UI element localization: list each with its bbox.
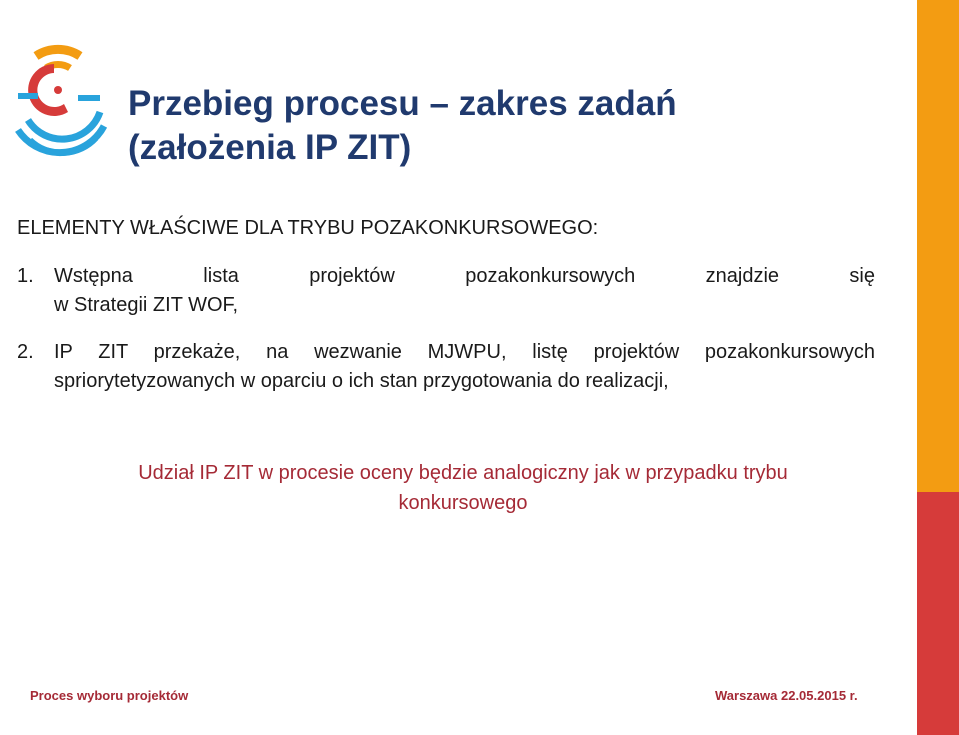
section-heading: ELEMENTY WŁAŚCIWE DLA TRYBU POZAKONKURSOWEGO: — [17, 217, 599, 239]
list-item-number: 2. — [17, 341, 34, 363]
list-item — [17, 338, 875, 396]
footer-title: Proces wyboru projektów — [30, 688, 189, 703]
list-item-text — [54, 262, 875, 320]
list-item-line: spriorytetyzowanych w oparciu o ich stan przygotowania do realizacji, — [54, 370, 669, 392]
highlight-note — [30, 458, 896, 518]
list-item — [17, 262, 875, 320]
title-line-2: (założenia IP ZIT) — [128, 128, 412, 167]
side-accent-bar-red — [917, 492, 959, 735]
note-line-2: konkursowego — [398, 492, 528, 514]
list-item-line: w Strategii ZIT WOF, — [54, 294, 239, 316]
list-item-number: 1. — [17, 265, 34, 287]
list-item-line: Wstępna lista projektów pozakonkursowych znajdzie się — [54, 265, 875, 287]
list-item-text — [54, 338, 875, 396]
title-line-1: Przebieg procesu – zakres zadań — [128, 84, 677, 123]
page-title — [128, 82, 888, 170]
footer-date: Warszawa 22.05.2015 r. — [715, 688, 858, 703]
list-item-line: IP ZIT przekaże, na wezwanie MJWPU, listę projektów pozakonkursowych — [54, 341, 875, 363]
side-accent-bar-orange — [917, 0, 959, 492]
zit-logo-icon — [8, 42, 108, 157]
note-line-1: Udział IP ZIT w procesie oceny będzie analogiczny jak w przypadku trybu — [138, 462, 788, 484]
